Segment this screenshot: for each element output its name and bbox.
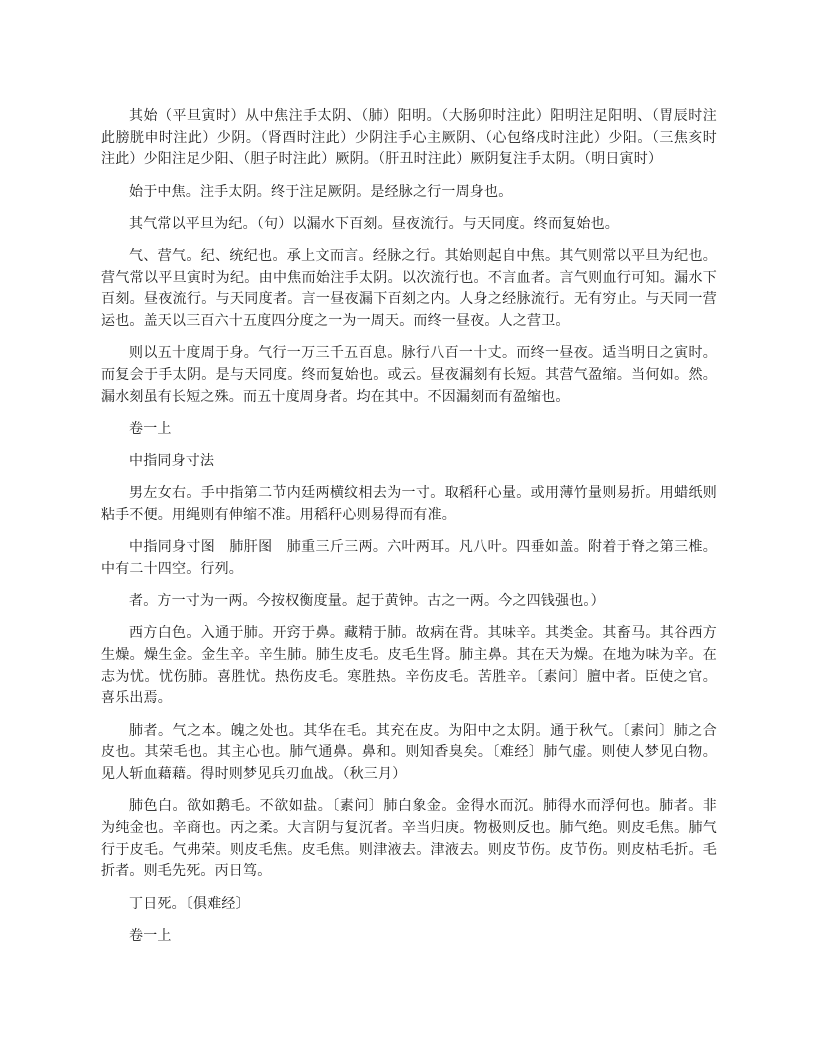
- text-paragraph: 丁日死。〔俱难经〕: [129, 896, 250, 912]
- text-paragraph: 男左女右。手中指第二节内廷两横纹相去为一寸。取稻秆心量。或用薄竹量则易折。用蜡纸则粘手不便。用绳则有伸缩不准。用稻秆心则易得而有准。: [101, 486, 717, 524]
- text-paragraph: 中指同身寸图 肺肝图 肺重三斤三两。六叶两耳。凡八叶。四垂如盖。附着于脊之第三椎。中有二十四空。行列。: [101, 540, 717, 577]
- text-paragraph: 始于中焦。注手太阴。终于注足厥阴。是经脉之行一周身也。: [129, 184, 513, 200]
- section-heading: 中指同身寸法: [129, 454, 215, 470]
- text-paragraph: 其始（平旦寅时）从中焦注手太阴、（肺）阳明。（大肠卯时注此）阳明注足阳明、（胃辰时注此膀胱申时注此）少阴。（肾酉时注此）少阴注手心主厥阴、（心包络戌时注此）少阳。（三焦亥时注此）少阳注足少阳、（胆子时注此）厥阴。（肝丑时注此）厥阴复注手太阴。（明日寅时）: [101, 109, 717, 168]
- text-paragraph: 则以五十度周于身。气行一万三千五百息。脉行八百一十丈。而终一昼夜。适当明日之寅时。而复会于手太阴。是与天同度。终而复始也。或云。昼夜漏刻有长短。其营气盈缩。当何如。然。漏水刻虽有长短之殊。而五十度周身者。均在其中。不因漏刻而有盈缩也。: [101, 346, 717, 405]
- text-paragraph: 气、营气。纪、统纪也。承上文而言。经脉之行。其始则起自中焦。其气则常以平旦为纪也。营气常以平旦寅时为纪。由中焦而始注手太阴。以次流行也。不言血者。言气则血行可知。漏水下百刻。昼夜流行。与天同度者。言一昼夜漏下百刻之内。人身之经脉流行。无有穷止。与天同一营运也。盖天以三百六十五度四分度之一为一周天。而终一昼夜。人之营卫。: [101, 249, 717, 330]
- text-paragraph: 西方白色。入通于肺。开窍于鼻。藏精于肺。故病在背。其味辛。其类金。其畜马。其谷西方生燥。燥生金。金生辛。辛生肺。肺生皮毛。皮毛生肾。肺主鼻。其在天为燥。在地为味为辛。在志为忧。忧伤肺。喜胜忧。热伤皮毛。寒胜热。辛伤皮毛。苦胜辛。〔素问〕膻中者。臣使之官。喜乐出焉。: [101, 626, 717, 707]
- text-paragraph: 其气常以平旦为纪。（句）以漏水下百刻。昼夜流行。与天同度。终而复始也。: [129, 216, 619, 232]
- section-heading: 卷一上: [129, 421, 172, 437]
- text-paragraph: 肺者。气之本。魄之处也。其华在毛。其充在皮。为阳中之太阴。通于秋气。〔素问〕肺之合皮也。其荣毛也。其主心也。肺气通鼻。鼻和。则知香臭矣。〔难经〕肺气虚。则使人梦见白物。见人斩血藉藉。得时则梦见兵刃血战。（秋三月）: [101, 723, 717, 783]
- text-paragraph: 者。方一寸为一两。今按权衡度量。起于黄钟。古之一两。今之四钱强也。）: [129, 594, 605, 610]
- document-body: [101, 106, 717, 948]
- section-heading: 卷一上: [129, 928, 172, 944]
- text-paragraph: 肺色白。欲如鹅毛。不欲如盐。〔素问〕肺白象金。金得水而沉。肺得水而浮何也。肺者。非为纯金也。辛商也。丙之柔。大言阴与复沉者。辛当归庚。物极则反也。肺气绝。则皮毛焦。肺气行于皮毛。气弗荣。则皮毛焦。皮毛焦。则津液去。津液去。则皮节伤。皮节伤。则皮枯毛折。毛折者。则毛先死。丙日笃。: [101, 799, 717, 880]
